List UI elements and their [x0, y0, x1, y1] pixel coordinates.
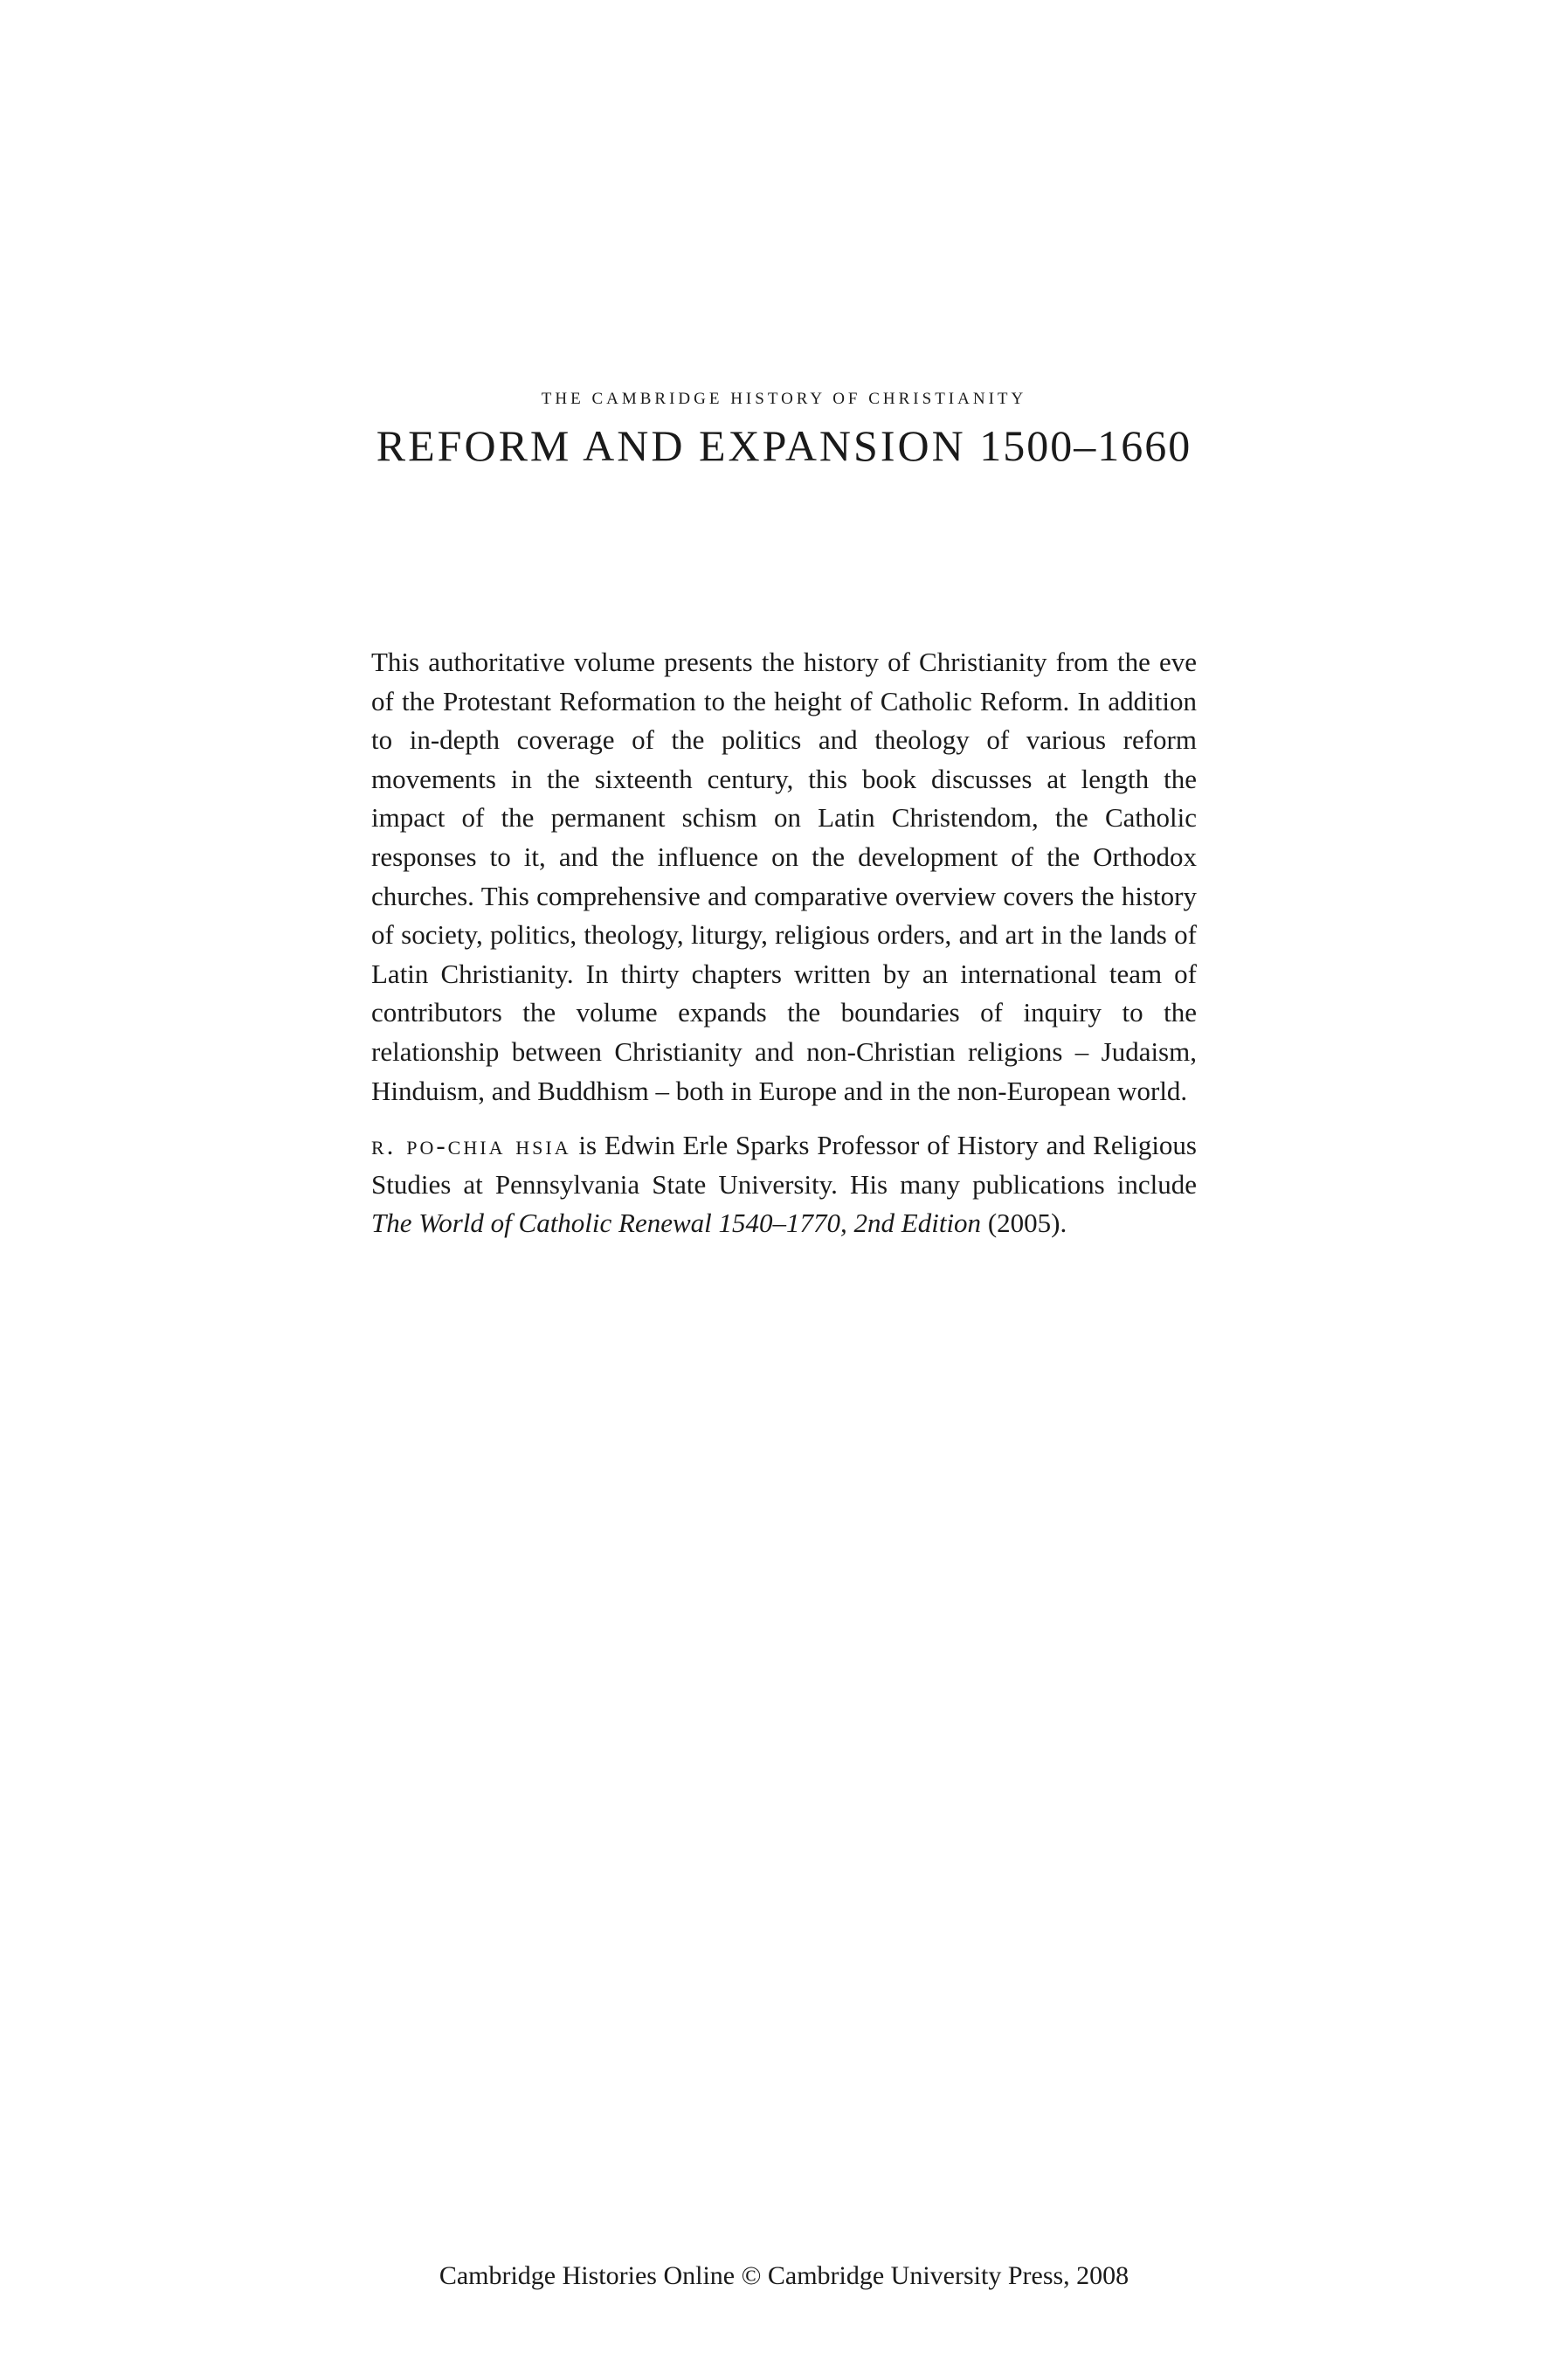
author-bio-year: (2005). — [981, 1208, 1067, 1239]
author-name: r. po-chia hsia — [371, 1130, 571, 1161]
volume-title-dates: 1500–1660 — [979, 421, 1192, 470]
description-paragraph: This authoritative volume presents the history of Christianity from the eve of the Protestant Reformation to the height of Catholic Reform. In addition to in-depth coverage of the politics and theology of various reform movements in the sixteenth century, this book discusses at length the impact of the permanent schism on Latin Christendom, the Catholic responses to it, and the influence on the development of the Orthodox churches. This comprehensive and comparative overview covers the history of society, politics, theology, liturgy, religious orders, and art in the lands of Latin Christianity. In thirty chapters written by an international team of contributors the volume expands the boundaries of inquiry to the relationship between Christianity and non-Christian religions – Judaism, Hinduism, and Buddhism – both in Europe and in the non-European world. — [371, 647, 1197, 1106]
author-bio-paragraph — [371, 1126, 1197, 1243]
book-title: The World of Catholic Renewal 1540–1770, 2nd Edition — [371, 1208, 982, 1239]
blurb-text — [371, 643, 1197, 1243]
volume-title-main: REFORM AND EXPANSION — [376, 421, 966, 470]
author-bio-text: is Edwin Erle Sparks Professor of History and Religious Studies at Pennsylvania State University. His many publications include — [371, 1130, 1197, 1200]
copyright-footer: Cambridge Histories Online © Cambridge University Press, 2008 — [439, 2261, 1129, 2290]
series-title: THE CAMBRIDGE HISTORY OF CHRISTIANITY — [541, 390, 1027, 408]
volume-title — [0, 419, 1568, 472]
